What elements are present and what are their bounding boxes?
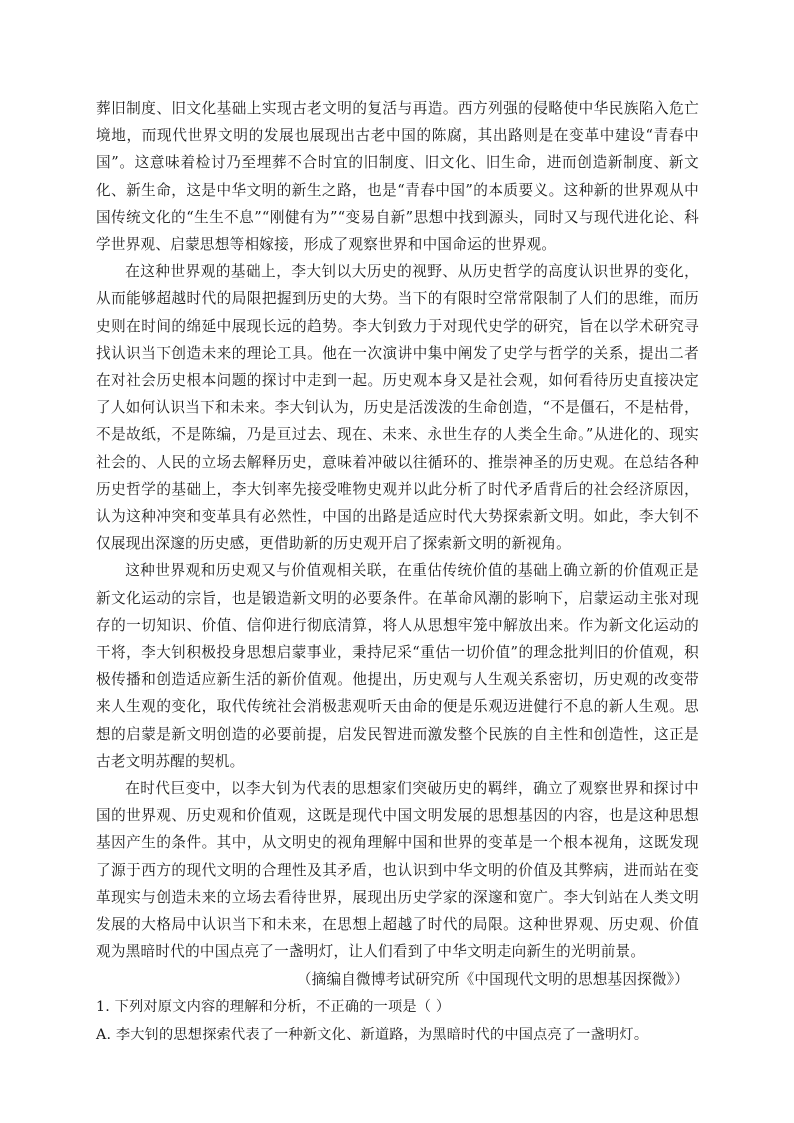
article-paragraph-3: 这种世界观和历史观又与价值观相关联，在重估传统价值的基础上确立新的价值观正是新文化运动的宗旨，也是锻造新文明的必要条件。在革命风潮的影响下，启蒙运动主张对现存的一切知识、价值、信仰进行彻底清算，将人从思想牢笼中解放出来。作为新文化运动的干将，李大钊积极投身思想启蒙事业，秉持尼采“重估一切价值”的理念批判旧的价值观，积极传播和创造适应新生活的新价值观。他提出，历史观与人生观关系密切，历史观的改变带来人生观的变化，取代传统社会消极悲观听天由命的便是乐观迈进健行不息的新人生观。思想的启蒙是新文明创造的必要前提，启发民智进而激发整个民族的自主性和创造性，这正是古老文明苏醒的契机。 xyxy=(96,562,699,770)
article-paragraph-1: 葬旧制度、旧文化基础上实现古老文明的复活与再造。西方列强的侵略使中华民族陷入危亡境地，而现代世界文明的发展也展现出古老中国的陈腐，其出路则是在变革中建设“青春中国”。这意味着检讨乃至埋葬不合时宜的旧制度、旧文化、旧生命，进而创造新制度、新文化、新生命，这是中华文明的新生之路，也是“青春中国”的本质要义。这种新的世界观从中国传统文化的“生生不息”“刚健有为”“变易自新”思想中找到源头，同时又与现代进化论、科学世界观、启蒙思想等相嫁接，形成了观察世界和中国命运的世界观。 xyxy=(96,100,699,254)
question-stem: 1. 下列对原文内容的理解和分析，不正确的一项是（ ） xyxy=(96,998,451,1015)
article-source: （摘编自微博考试研究所《中国现代文明的思想基因探微》） xyxy=(296,970,689,988)
document-page xyxy=(96,95,699,1049)
article-paragraph-2: 在这种世界观的基础上，李大钊以大历史的视野、从历史哲学的高度认识世界的变化，从而能够超越时代的局限把握到历史的大势。当下的有限时空常常限制了人们的思维，而历史则在时间的绵延中展现长远的趋势。李大钊致力于对现代史学的研究，旨在以学术研究寻找认识当下创造未来的理论工具。他在一次演讲中集中阐发了史学与哲学的关系，提出二者在对社会历史根本问题的探讨中走到一起。历史观本身又是社会观，如何看待历史直接决定了人如何认识当下和未来。李大钊认为，历史是活泼泼的生命创造，“不是僵石，不是枯骨，不是故纸，不是陈编，乃是亘过去、现在、未来、永世生存的人类全生命。”从进化的、现实社会的、人民的立场去解释历史，意味着冲破以往循环的、推崇神圣的历史观。在总结各种历史哲学的基础上，李大钊率先接受唯物史观并以此分析了时代矛盾背后的社会经济原因，认为这种冲突和变革具有必然性，中国的出路是适应时代大势探索新文明。如此，李大钊不仅展现出深邃的历史感，更借助新的历史观开启了探索新文明的新视角。 xyxy=(96,263,699,553)
article-paragraph-4: 在时代巨变中，以李大钊为代表的思想家们突破历史的羁绊，确立了观察世界和探讨中国的世界观、历史观和价值观，这既是现代中国文明发展的思想基因的内容，也是这种思想基因产生的条件。其中，从文明史的视角理解中国和世界的变革是一个根本视角，这既发现了源于西方的现代文明的合理性及其矛盾，也认识到中华文明的价值及其弊病，进而站在变革现实与创造未来的立场去看待世界，展现出历史学家的深邃和宽广。李大钊站在人类文明发展的大格局中认识当下和未来，在思想上超越了时代的局限。这种世界观、历史观、价值观为黑暗时代的中国点亮了一盏明灯，让人们看到了中华文明走向新生的光明前景。 xyxy=(96,780,699,961)
question-option-a: A. 李大钊的思想探索代表了一种新文化、新道路，为黑暗时代的中国点亮了一盏明灯。 xyxy=(96,1026,649,1043)
